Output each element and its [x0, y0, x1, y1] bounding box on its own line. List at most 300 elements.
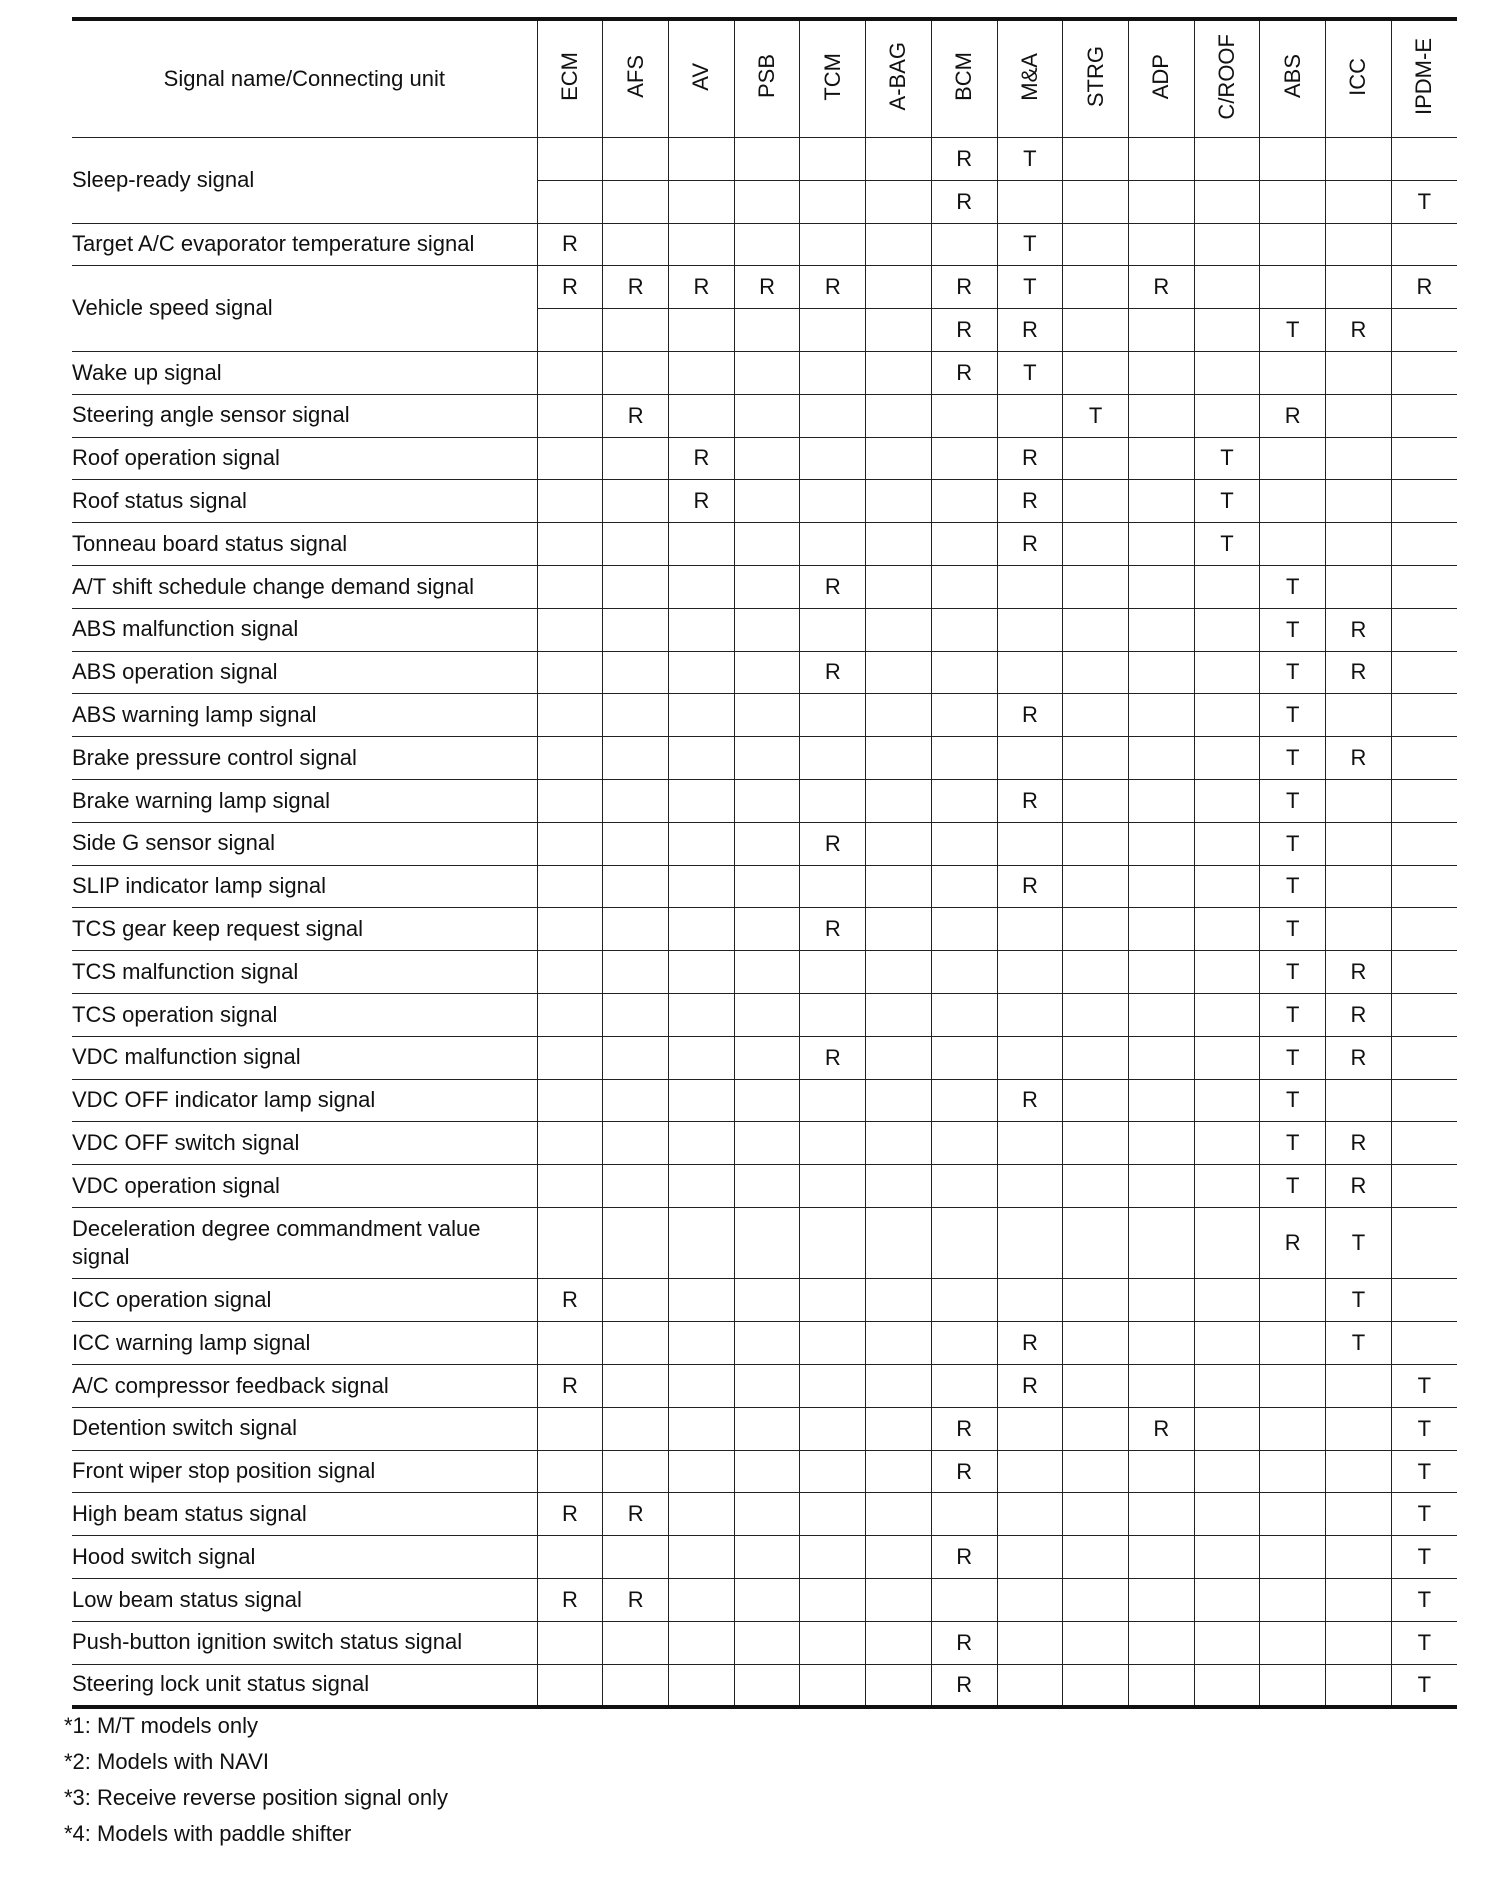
cell-ipdm-e [1391, 351, 1457, 394]
header-unit-psb [734, 19, 800, 138]
cell-m-and-a [997, 1579, 1063, 1622]
cell-psb [734, 1165, 800, 1208]
cell-m-and-a [997, 180, 1063, 223]
cell-av [669, 608, 735, 651]
cell-tcm [800, 223, 866, 266]
cell-abs [1260, 1536, 1326, 1579]
cell-icc: T [1326, 1279, 1392, 1322]
cell-c-roof [1194, 779, 1260, 822]
cell-m-and-a [997, 565, 1063, 608]
cell-psb [734, 480, 800, 523]
cell-adp [1128, 1279, 1194, 1322]
table-row [72, 1279, 1457, 1322]
table-row [72, 1407, 1457, 1450]
cell-a-bag [866, 822, 932, 865]
cell-ecm [537, 437, 603, 480]
cell-icc [1326, 1365, 1392, 1408]
cell-av [669, 1493, 735, 1536]
cell-av [669, 351, 735, 394]
cell-adp [1128, 865, 1194, 908]
cell-m-and-a [997, 608, 1063, 651]
cell-adp [1128, 694, 1194, 737]
table-row [72, 1536, 1457, 1579]
cell-psb [734, 394, 800, 437]
cell-c-roof [1194, 1579, 1260, 1622]
cell-ecm [537, 779, 603, 822]
cell-bcm [931, 951, 997, 994]
cell-ecm [537, 1407, 603, 1450]
cell-tcm [800, 394, 866, 437]
cell-icc [1326, 565, 1392, 608]
cell-a-bag [866, 351, 932, 394]
cell-a-bag [866, 694, 932, 737]
cell-strg [1063, 1365, 1129, 1408]
cell-bcm: R [931, 309, 997, 352]
table-row [72, 608, 1457, 651]
cell-av [669, 1079, 735, 1122]
cell-psb [734, 651, 800, 694]
cell-ipdm-e: T [1391, 180, 1457, 223]
cell-av [669, 138, 735, 181]
cell-afs: R [603, 394, 669, 437]
cell-icc [1326, 351, 1392, 394]
cell-ecm [537, 1322, 603, 1365]
cell-abs [1260, 180, 1326, 223]
footnote: *1: M/T models only [64, 1713, 259, 1738]
cell-a-bag [866, 1322, 932, 1365]
cell-av: R [669, 437, 735, 480]
cell-c-roof [1194, 1664, 1260, 1707]
cell-adp [1128, 1664, 1194, 1707]
table-row [72, 737, 1457, 780]
cell-c-roof [1194, 1165, 1260, 1208]
signal-name: VDC operation signal [72, 1165, 537, 1208]
cell-m-and-a: R [997, 480, 1063, 523]
table-row [72, 1365, 1457, 1408]
cell-adp [1128, 565, 1194, 608]
cell-abs: T [1260, 865, 1326, 908]
cell-psb: R [734, 266, 800, 309]
cell-m-and-a [997, 394, 1063, 437]
cell-a-bag [866, 1450, 932, 1493]
cell-m-and-a [997, 993, 1063, 1036]
cell-ipdm-e [1391, 480, 1457, 523]
cell-ipdm-e [1391, 779, 1457, 822]
cell-tcm [800, 951, 866, 994]
cell-a-bag [866, 480, 932, 523]
cell-ecm [537, 1207, 603, 1279]
cell-icc: R [1326, 951, 1392, 994]
header-unit-adp [1128, 19, 1194, 138]
cell-abs [1260, 138, 1326, 181]
cell-abs: T [1260, 1036, 1326, 1079]
cell-c-roof [1194, 1407, 1260, 1450]
cell-av [669, 1322, 735, 1365]
cell-afs [603, 779, 669, 822]
unit-label: TCM [819, 52, 845, 101]
cell-strg [1063, 1621, 1129, 1664]
cell-c-roof [1194, 1207, 1260, 1279]
cell-abs [1260, 1493, 1326, 1536]
cell-strg [1063, 1407, 1129, 1450]
cell-icc: R [1326, 608, 1392, 651]
cell-abs: T [1260, 993, 1326, 1036]
cell-m-and-a [997, 1536, 1063, 1579]
cell-ipdm-e [1391, 394, 1457, 437]
cell-ipdm-e: T [1391, 1536, 1457, 1579]
signal-name: Brake pressure control signal [72, 737, 537, 780]
cell-c-roof [1194, 951, 1260, 994]
cell-afs [603, 1036, 669, 1079]
cell-adp [1128, 1365, 1194, 1408]
cell-icc [1326, 180, 1392, 223]
cell-strg [1063, 565, 1129, 608]
cell-ipdm-e: T [1391, 1493, 1457, 1536]
cell-abs: T [1260, 779, 1326, 822]
cell-bcm [931, 1122, 997, 1165]
cell-av [669, 1664, 735, 1707]
cell-ipdm-e: T [1391, 1621, 1457, 1664]
cell-strg [1063, 908, 1129, 951]
cell-tcm [800, 523, 866, 566]
cell-m-and-a: R [997, 779, 1063, 822]
cell-av [669, 1536, 735, 1579]
cell-abs: T [1260, 1079, 1326, 1122]
cell-icc [1326, 1407, 1392, 1450]
cell-afs: R [603, 1579, 669, 1622]
cell-tcm [800, 180, 866, 223]
cell-tcm [800, 138, 866, 181]
cell-m-and-a: R [997, 865, 1063, 908]
cell-av [669, 1407, 735, 1450]
cell-psb [734, 1322, 800, 1365]
cell-psb [734, 737, 800, 780]
cell-tcm [800, 1122, 866, 1165]
cell-av [669, 694, 735, 737]
cell-icc [1326, 1493, 1392, 1536]
unit-label: IPDM-E [1411, 38, 1437, 115]
cell-psb [734, 993, 800, 1036]
table-row [72, 394, 1457, 437]
cell-afs [603, 480, 669, 523]
cell-strg [1063, 1079, 1129, 1122]
signal-name: ABS warning lamp signal [72, 694, 537, 737]
cell-tcm [800, 1079, 866, 1122]
cell-ecm [537, 523, 603, 566]
cell-av [669, 309, 735, 352]
cell-a-bag [866, 1407, 932, 1450]
signal-name: Detention switch signal [72, 1407, 537, 1450]
cell-afs [603, 694, 669, 737]
cell-a-bag [866, 1536, 932, 1579]
table-row [72, 1579, 1457, 1622]
table-row [72, 1122, 1457, 1165]
cell-bcm [931, 865, 997, 908]
cell-adp [1128, 1322, 1194, 1365]
unit-label: BCM [951, 52, 977, 101]
cell-av [669, 1122, 735, 1165]
cell-ecm [537, 138, 603, 181]
cell-bcm [931, 523, 997, 566]
cell-afs [603, 651, 669, 694]
cell-strg [1063, 822, 1129, 865]
cell-ecm [537, 1079, 603, 1122]
cell-bcm [931, 1279, 997, 1322]
cell-strg [1063, 1165, 1129, 1208]
table-row [72, 993, 1457, 1036]
cell-ipdm-e: T [1391, 1407, 1457, 1450]
cell-strg [1063, 865, 1129, 908]
cell-a-bag [866, 1279, 932, 1322]
footnote: *4: Models with paddle shifter [64, 1821, 352, 1846]
header-unit-c-roof [1194, 19, 1260, 138]
cell-ecm [537, 865, 603, 908]
cell-strg [1063, 1579, 1129, 1622]
table-row [72, 351, 1457, 394]
cell-a-bag [866, 394, 932, 437]
signal-name: Roof operation signal [72, 437, 537, 480]
cell-icc [1326, 1079, 1392, 1122]
cell-psb [734, 1450, 800, 1493]
cell-c-roof [1194, 694, 1260, 737]
cell-adp [1128, 394, 1194, 437]
cell-ecm [537, 309, 603, 352]
cell-abs: T [1260, 608, 1326, 651]
cell-ecm [537, 180, 603, 223]
cell-icc [1326, 908, 1392, 951]
unit-label: AFS [622, 55, 648, 98]
footnote: *3: Receive reverse position signal only [64, 1785, 448, 1810]
cell-psb [734, 1407, 800, 1450]
signal-name: Side G sensor signal [72, 822, 537, 865]
cell-ecm [537, 1450, 603, 1493]
cell-strg [1063, 180, 1129, 223]
cell-av [669, 779, 735, 822]
signal-name: Deceleration degree commandment value signal [72, 1207, 537, 1279]
cell-adp [1128, 1579, 1194, 1622]
cell-afs [603, 608, 669, 651]
cell-strg [1063, 951, 1129, 994]
signal-name: Vehicle speed signal [72, 266, 537, 352]
cell-c-roof [1194, 651, 1260, 694]
cell-afs [603, 1322, 669, 1365]
unit-label: ADP [1148, 53, 1174, 100]
cell-tcm: R [800, 908, 866, 951]
cell-icc: R [1326, 1122, 1392, 1165]
cell-a-bag [866, 951, 932, 994]
cell-av [669, 565, 735, 608]
cell-abs [1260, 1450, 1326, 1493]
cell-ipdm-e [1391, 1279, 1457, 1322]
cell-adp [1128, 1450, 1194, 1493]
cell-afs [603, 138, 669, 181]
cell-adp [1128, 737, 1194, 780]
cell-strg [1063, 737, 1129, 780]
cell-ecm: R [537, 266, 603, 309]
cell-bcm [931, 737, 997, 780]
cell-adp [1128, 1122, 1194, 1165]
cell-ipdm-e [1391, 1122, 1457, 1165]
cell-a-bag [866, 779, 932, 822]
cell-m-and-a: R [997, 1079, 1063, 1122]
cell-c-roof [1194, 908, 1260, 951]
cell-ipdm-e [1391, 1079, 1457, 1122]
cell-abs: T [1260, 908, 1326, 951]
cell-c-roof: T [1194, 437, 1260, 480]
cell-tcm [800, 1279, 866, 1322]
cell-c-roof [1194, 1450, 1260, 1493]
cell-ipdm-e [1391, 437, 1457, 480]
cell-c-roof [1194, 993, 1260, 1036]
cell-abs [1260, 437, 1326, 480]
cell-bcm [931, 1165, 997, 1208]
cell-c-roof [1194, 394, 1260, 437]
cell-abs [1260, 266, 1326, 309]
cell-psb [734, 694, 800, 737]
cell-a-bag [866, 1493, 932, 1536]
cell-tcm: R [800, 822, 866, 865]
cell-psb [734, 608, 800, 651]
cell-adp [1128, 223, 1194, 266]
cell-c-roof [1194, 737, 1260, 780]
cell-adp [1128, 480, 1194, 523]
cell-psb [734, 1365, 800, 1408]
cell-c-roof [1194, 180, 1260, 223]
cell-adp [1128, 523, 1194, 566]
cell-strg [1063, 309, 1129, 352]
cell-ipdm-e [1391, 1165, 1457, 1208]
cell-a-bag [866, 309, 932, 352]
table-header-row [72, 19, 1457, 138]
cell-abs [1260, 1664, 1326, 1707]
cell-m-and-a [997, 1407, 1063, 1450]
cell-m-and-a: R [997, 1365, 1063, 1408]
cell-m-and-a [997, 651, 1063, 694]
cell-tcm [800, 1493, 866, 1536]
cell-icc [1326, 779, 1392, 822]
cell-afs [603, 1664, 669, 1707]
cell-afs [603, 437, 669, 480]
cell-afs [603, 1207, 669, 1279]
cell-ecm [537, 993, 603, 1036]
cell-tcm [800, 437, 866, 480]
cell-ecm: R [537, 1493, 603, 1536]
cell-bcm [931, 1579, 997, 1622]
cell-m-and-a [997, 1165, 1063, 1208]
cell-bcm [931, 1207, 997, 1279]
cell-a-bag [866, 1079, 932, 1122]
cell-psb [734, 351, 800, 394]
cell-av [669, 651, 735, 694]
header-unit-bcm [931, 19, 997, 138]
signal-name: TCS gear keep request signal [72, 908, 537, 951]
cell-adp [1128, 180, 1194, 223]
table-row [72, 480, 1457, 523]
cell-adp [1128, 138, 1194, 181]
cell-afs [603, 1165, 669, 1208]
cell-psb [734, 1579, 800, 1622]
signal-name: VDC OFF switch signal [72, 1122, 537, 1165]
cell-psb [734, 1036, 800, 1079]
table-row [72, 651, 1457, 694]
cell-icc: R [1326, 1165, 1392, 1208]
table-row [72, 1664, 1457, 1707]
cell-adp [1128, 309, 1194, 352]
cell-strg [1063, 1322, 1129, 1365]
cell-ipdm-e [1391, 1036, 1457, 1079]
cell-a-bag [866, 993, 932, 1036]
cell-afs [603, 1407, 669, 1450]
cell-a-bag [866, 523, 932, 566]
cell-c-roof [1194, 266, 1260, 309]
cell-bcm [931, 223, 997, 266]
cell-av [669, 1365, 735, 1408]
cell-bcm: R [931, 1664, 997, 1707]
cell-psb [734, 1079, 800, 1122]
cell-c-roof [1194, 223, 1260, 266]
cell-m-and-a [997, 1664, 1063, 1707]
cell-afs [603, 822, 669, 865]
cell-tcm [800, 1207, 866, 1279]
cell-icc: R [1326, 309, 1392, 352]
cell-afs [603, 180, 669, 223]
cell-tcm [800, 1407, 866, 1450]
cell-bcm [931, 1493, 997, 1536]
cell-strg [1063, 1122, 1129, 1165]
signal-name: Front wiper stop position signal [72, 1450, 537, 1493]
cell-adp: R [1128, 1407, 1194, 1450]
cell-afs [603, 865, 669, 908]
signal-name: ABS operation signal [72, 651, 537, 694]
cell-c-roof [1194, 309, 1260, 352]
table-row [72, 1621, 1457, 1664]
cell-m-and-a: R [997, 437, 1063, 480]
cell-bcm [931, 480, 997, 523]
cell-ecm [537, 480, 603, 523]
cell-av [669, 951, 735, 994]
cell-c-roof [1194, 1036, 1260, 1079]
cell-strg [1063, 608, 1129, 651]
header-unit-tcm [800, 19, 866, 138]
cell-psb [734, 223, 800, 266]
unit-label: ICC [1345, 57, 1371, 96]
header-signal-name: Signal name/Connecting unit [72, 19, 537, 138]
table-row [72, 523, 1457, 566]
cell-strg [1063, 138, 1129, 181]
cell-psb [734, 309, 800, 352]
table-row [72, 1036, 1457, 1079]
cell-tcm: R [800, 565, 866, 608]
signal-name: TCS malfunction signal [72, 951, 537, 994]
cell-strg [1063, 1036, 1129, 1079]
cell-afs [603, 1079, 669, 1122]
cell-m-and-a [997, 1450, 1063, 1493]
cell-m-and-a: R [997, 694, 1063, 737]
cell-a-bag [866, 608, 932, 651]
cell-abs: T [1260, 694, 1326, 737]
unit-label: C/ROOF [1214, 33, 1239, 120]
cell-bcm: R [931, 1450, 997, 1493]
cell-afs [603, 1536, 669, 1579]
cell-adp [1128, 993, 1194, 1036]
cell-abs [1260, 351, 1326, 394]
cell-afs: R [603, 266, 669, 309]
cell-abs [1260, 480, 1326, 523]
cell-m-and-a: T [997, 266, 1063, 309]
cell-adp [1128, 608, 1194, 651]
cell-ecm [537, 394, 603, 437]
cell-psb [734, 1664, 800, 1707]
